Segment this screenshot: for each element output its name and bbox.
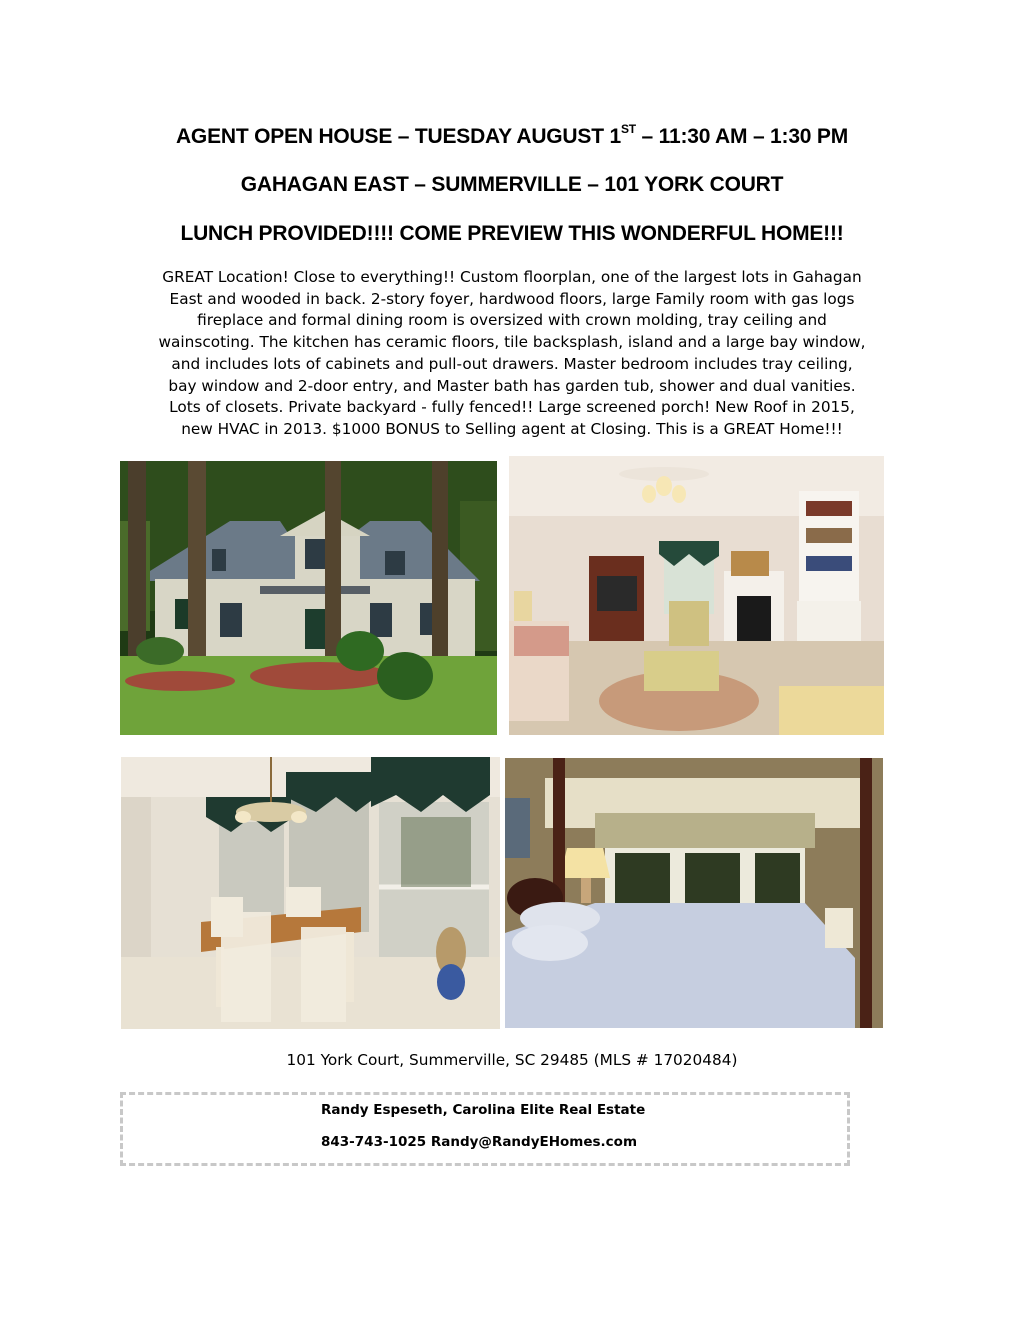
contact-box: [120, 1092, 850, 1166]
dining-room-photo: [121, 757, 500, 1029]
description-line: wainscoting. The kitchen has ceramic floors, tile backsplash, island and a large bay window,: [158, 333, 866, 352]
description-line: and includes lots of cabinets and pull-out drawers. Master bedroom includes tray ceiling,: [171, 354, 853, 373]
description-line: bay window and 2-door entry, and Master bath has garden tub, shower and dual vanities.: [168, 376, 856, 395]
description-line: GREAT Location! Close to everything!! Custom floorplan, one of the largest lots in Gahagan: [162, 268, 862, 286]
master-bedroom-photo: [505, 758, 883, 1028]
property-description: [116, 267, 908, 441]
headline-location: GAHAGAN EAST – SUMMERVILLE – 101 YORK COURT: [240, 173, 784, 196]
description-line: new HVAC in 2013. $1000 BONUS to Selling agent at Closing. This is a GREAT Home!!!: [181, 419, 843, 438]
family-room-photo: [509, 456, 884, 735]
description-line: Lots of closets. Private backyard - fully fenced!! Large screened porch! New Roof in 2015,: [169, 398, 855, 417]
description-line: fireplace and formal dining room is oversized with crown molding, tray ceiling and: [197, 311, 827, 330]
description-line: East and wooded in back. 2-story foyer, hardwood floors, large Family room with gas logs: [169, 289, 855, 308]
agent-name: Randy Espeseth, Carolina Elite Real Estate: [321, 1102, 646, 1118]
headline-open-house: AGENT OPEN HOUSE – TUESDAY AUGUST 1ST – 11:30 AM – 1:30 PM: [175, 122, 849, 148]
headline-lunch: LUNCH PROVIDED!!!! COME PREVIEW THIS WONDERFUL HOME!!!: [180, 222, 844, 245]
agent-contact-info: 843-743-1025 Randy@RandyEHomes.com: [321, 1134, 638, 1150]
house-exterior-photo: [120, 461, 497, 735]
address-caption: 101 York Court, Summerville, SC 29485 (MLS # 17020484): [286, 1051, 738, 1069]
